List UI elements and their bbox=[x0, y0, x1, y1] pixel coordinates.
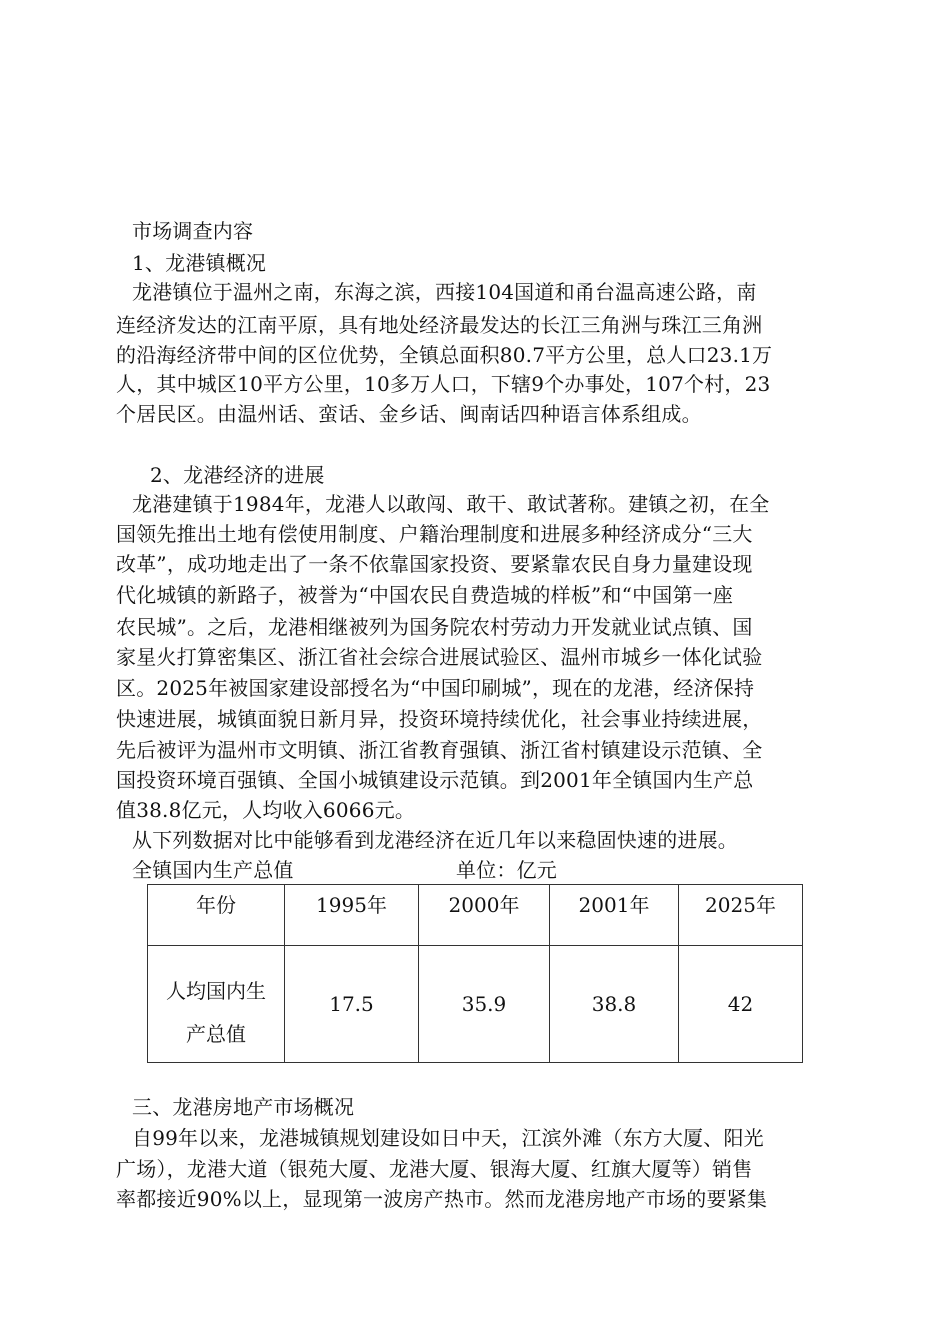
section3-line: 广场），龙港大道（银苑大厦、龙港大厦、银海大厦、红旗大厦等）销售 bbox=[116, 1157, 753, 1181]
table-row bbox=[148, 946, 803, 1063]
section3-line: 自99年以来，龙港城镇规划建设如日中天，江滨外滩（东方大厦、阳光 bbox=[132, 1126, 764, 1150]
table-cell: 42 bbox=[679, 946, 803, 1063]
section2-line: 国领先推出土地有偿使用制度、户籍治理制度和进展多种经济成分“三大 bbox=[116, 522, 753, 546]
section2-intro: 从下列数据对比中能够看到龙港经济在近几年以来稳固快速的进展。 bbox=[132, 828, 738, 852]
table-row-label bbox=[148, 946, 285, 1063]
section2-line: 代化城镇的新路子，被誉为“中国农民自费造城的样板”和“中国第一座 bbox=[116, 583, 734, 607]
table-row-label-line: 人均国内生 bbox=[166, 979, 266, 1003]
section2-line: 快速进展，城镇面貌日新月异，投资环境持续优化，社会事业持续进展， bbox=[116, 707, 763, 731]
section2-line: 家星火打算密集区、浙江省社会综合进展试验区、温州市城乡一体化试验 bbox=[116, 645, 763, 669]
table-cell: 17.5 bbox=[285, 946, 419, 1063]
section2-line: 龙港建镇于1984年，龙港人以敢闯、敢干、敢试著称。建镇之初，在全 bbox=[132, 492, 770, 516]
section2-line: 农民城”。之后，龙港相继被列为国务院农村劳动力开发就业试点镇、国 bbox=[116, 615, 753, 639]
gdp-table bbox=[147, 884, 803, 1063]
section1-line: 个居民区。由温州话、蛮话、金乡话、闽南话四种语言体系组成。 bbox=[116, 402, 702, 426]
section2-line: 区。2025年被国家建设部授名为“中国印刷城”，现在的龙港，经济保持 bbox=[116, 676, 755, 700]
document-heading: 市场调查内容 bbox=[132, 219, 254, 243]
table-row-label-line: 产总值 bbox=[186, 1022, 246, 1046]
table-header-cell: 2000年 bbox=[419, 885, 550, 946]
section1-line: 的沿海经济带中间的区位优势，全镇总面积80.7平方公里，总人口23.1万 bbox=[116, 343, 773, 367]
section2-line: 值38.8亿元，人均收入6066元。 bbox=[116, 798, 416, 822]
section3-title: 三、龙港房地产市场概况 bbox=[132, 1095, 355, 1119]
table-caption: 全镇国内生产总值 bbox=[132, 858, 294, 882]
table-cell: 38.8 bbox=[550, 946, 679, 1063]
table-unit-label: 单位：亿元 bbox=[456, 858, 557, 882]
table-header-cell: 年份 bbox=[148, 885, 285, 946]
section2-line: 改革”，成功地走出了一条不依靠国家投资、要紧靠农民自身力量建设现 bbox=[116, 552, 753, 576]
section1-line: 龙港镇位于温州之南，东海之滨，西接104国道和甬台温高速公路，南 bbox=[132, 280, 757, 304]
table-header-row bbox=[148, 885, 803, 946]
table-header-cell: 2001年 bbox=[550, 885, 679, 946]
section1-title: 1、龙港镇概况 bbox=[132, 251, 267, 275]
table-header-cell: 2025年 bbox=[679, 885, 803, 946]
section1-line: 人，其中城区10平方公里，10多万人口，下辖9个办事处，107个村，23 bbox=[116, 372, 771, 396]
section2-line: 先后被评为温州市文明镇、浙江省教育强镇、浙江省村镇建设示范镇、全 bbox=[116, 738, 763, 762]
section3-line: 率都接近90%以上，显现第一波房产热市。然而龙港房地产市场的要紧集 bbox=[116, 1187, 768, 1211]
section2-line: 国投资环境百强镇、全国小城镇建设示范镇。到2001年全镇国内生产总 bbox=[116, 768, 754, 792]
table-cell: 35.9 bbox=[419, 946, 550, 1063]
section1-line: 连经济发达的江南平原，具有地处经济最发达的长江三角洲与珠江三角洲 bbox=[116, 313, 763, 337]
section2-title: 2、龙港经济的进展 bbox=[150, 463, 325, 487]
table-header-cell: 1995年 bbox=[285, 885, 419, 946]
